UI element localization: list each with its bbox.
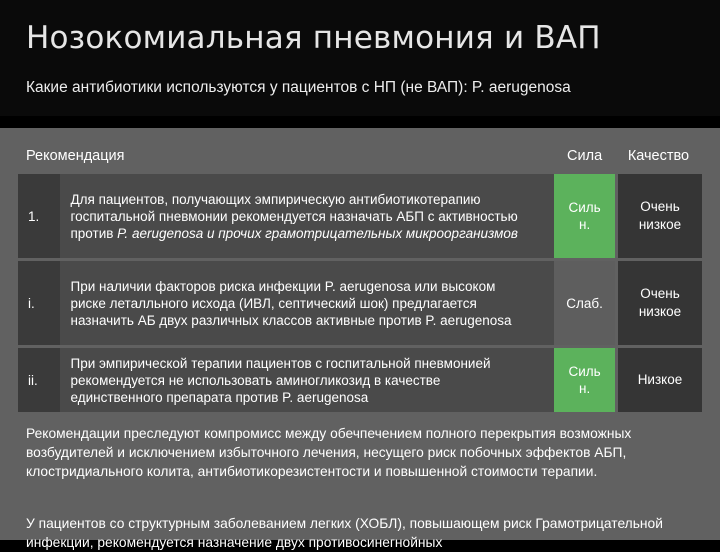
- row-text: [60, 174, 534, 258]
- row-text-plain: Для пациентов, получающих эмпирическую антибиотикотерапию госпитальной пневмонии рекомендуется назначать АБП с активностью против: [70, 192, 518, 241]
- row-number: ii.: [18, 348, 60, 412]
- row-text: [60, 261, 534, 345]
- content-area: [0, 128, 720, 550]
- row-number: i.: [18, 261, 60, 345]
- strength-line1: Слаб.: [566, 295, 603, 311]
- quality-line1: Очень: [640, 199, 680, 214]
- page-subtitle: Какие антибиотики используются у пациентов с НП (не ВАП): P. aerugenosa: [26, 79, 571, 96]
- strength-line2: н.: [578, 217, 591, 232]
- quality-cell: [615, 261, 702, 345]
- quality-cell: [615, 348, 702, 412]
- table-header: [18, 141, 702, 171]
- title-bar: [0, 0, 720, 116]
- strength-line1: Силь: [568, 364, 601, 379]
- table-row: [18, 174, 702, 258]
- quality-line2: низкое: [638, 217, 682, 232]
- header-recommendation: Рекомендация: [26, 148, 125, 164]
- row-text: [60, 348, 534, 412]
- quality-cell: [615, 174, 702, 258]
- table-row: [18, 261, 702, 345]
- strength-line1: Силь: [568, 200, 601, 215]
- strength-line2: н.: [578, 381, 591, 396]
- table-row: [18, 348, 702, 412]
- summary-paragraph: Рекомендации преследуют компромисс между обечпечением полного перекрытия возможных возбудителей и исключением избыточного лечения, несущего риск побочных эффектов АБП, клостридиального колита, антибиотикорезистентости и повышенной стоимости терапии.: [26, 426, 632, 479]
- quality-line1: Очень: [640, 286, 680, 301]
- row-gap: [534, 348, 554, 412]
- row-gap: [534, 261, 554, 345]
- page-title: Нозокомиальная пневмония и ВАП: [26, 20, 601, 56]
- row-text-italic: P. aerugenosa и прочих грамотрицательных микроорганизмов: [117, 226, 518, 241]
- quality-line1: Низкое: [637, 372, 683, 387]
- strength-badge: [554, 261, 615, 345]
- recommendations-table: [18, 138, 702, 415]
- row-number: 1.: [18, 174, 60, 258]
- header-quality: Качество: [627, 148, 690, 164]
- row-gap: [534, 174, 554, 258]
- strength-badge: [554, 348, 615, 412]
- row-text-plain: При эмпирической терапии пациентов с госпитальной пневмонией рекомендуется не использовать аминогликозид в качестве единственного препарата против P. aerugenosa: [70, 356, 491, 405]
- strength-badge: [554, 174, 615, 258]
- quality-line2: низкое: [638, 304, 682, 319]
- header-strength: Сила: [567, 148, 603, 164]
- copd-paragraph: У пациентов со структурным заболеванием легких (ХОБЛ), повышающем риск Грамотрицательной инфекции, рекомендуется назначение двух противосинегнойных: [26, 516, 663, 550]
- row-text-plain: При наличии факторов риска инфекции P. aerugenosa или высоком риске леталльного исхода (ИВЛ, септический шок) предлагается назначить АБ двух различных классов активные против P. aerugenosa: [70, 279, 512, 328]
